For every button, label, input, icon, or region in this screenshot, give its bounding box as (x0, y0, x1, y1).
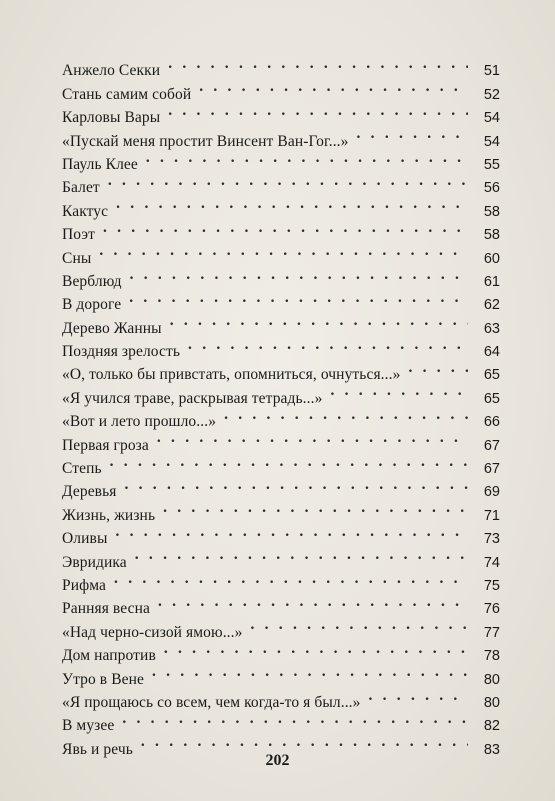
toc-entry-page: 77 (483, 624, 500, 641)
toc-entry-title: «О, только бы привстать, опомниться, очнуться...» (62, 366, 401, 384)
toc-entry (62, 590, 500, 618)
toc-entry (62, 309, 500, 337)
toc-entry-title: «Я прощаюсь со всем, чем когда-то я был...» (62, 693, 361, 711)
toc-entry-title: Утро в Вене (62, 670, 144, 688)
toc-entry-page: 76 (483, 601, 500, 618)
dot-leader (164, 637, 468, 660)
toc-entry-page: 52 (483, 86, 500, 103)
toc-entry-page: 69 (483, 484, 500, 501)
dot-leader (99, 239, 468, 262)
toc-entry-title: Стань самим собой (62, 85, 192, 103)
toc-entry-title: Степь (62, 460, 102, 478)
toc-entry (62, 263, 500, 290)
toc-entry-title: В дороге (62, 296, 122, 314)
toc-entry-page: 65 (483, 390, 500, 407)
toc-entry (62, 52, 500, 80)
toc-entry (62, 239, 500, 267)
dot-leader (103, 216, 468, 239)
toc-entry-title: Дом напротив (62, 647, 156, 665)
toc-entry-title: Явь и речь (62, 740, 133, 758)
toc-entry (62, 543, 500, 571)
dot-leader (110, 450, 468, 473)
toc-entry-title: В музее (62, 717, 115, 735)
toc-entry-title: «Я учился траве, раскрывая тетрадь...» (62, 389, 323, 407)
toc-entry-title: «Вот и лето прошло...» (62, 413, 217, 431)
table-of-contents (62, 52, 500, 758)
toc-entry-title: Кактус (62, 202, 109, 220)
dot-leader (157, 426, 468, 449)
toc-entry-page: 56 (483, 180, 500, 197)
toc-entry-page: 54 (483, 133, 500, 150)
toc-entry-page: 64 (483, 344, 500, 361)
toc-entry (62, 473, 500, 501)
dot-leader (115, 520, 468, 543)
dot-leader (129, 286, 468, 309)
toc-entry-page: 61 (483, 273, 500, 290)
toc-entry (62, 707, 500, 735)
dot-leader (135, 543, 468, 566)
toc-entry (62, 730, 500, 758)
toc-entry (62, 520, 500, 548)
toc-entry (62, 567, 500, 594)
dot-leader (146, 146, 468, 169)
toc-entry-page: 60 (483, 250, 500, 267)
dot-leader (408, 356, 468, 379)
toc-entry-page: 73 (483, 531, 500, 548)
toc-entry (62, 496, 500, 524)
toc-entry-title: Рифма (62, 576, 107, 594)
toc-entry-title: Карловы Вары (62, 109, 161, 127)
dot-leader (125, 473, 469, 496)
toc-entry-page: 54 (483, 110, 500, 127)
toc-entry-title: Пауль Клее (62, 155, 138, 173)
toc-entry-title: Сны (62, 249, 92, 267)
toc-entry-page: 74 (483, 554, 500, 571)
dot-leader (141, 730, 468, 753)
toc-entry (62, 450, 500, 478)
dot-leader (224, 403, 468, 426)
toc-entry-page: 75 (483, 577, 500, 594)
toc-entry-page: 63 (483, 320, 500, 337)
toc-entry-title: Ранняя весна (62, 600, 150, 618)
dot-leader (251, 613, 469, 636)
toc-entry-page: 67 (483, 461, 500, 478)
dot-leader (114, 567, 468, 590)
dot-leader (188, 333, 468, 356)
toc-entry-page: 71 (483, 507, 500, 524)
dot-leader (108, 169, 468, 192)
toc-entry (62, 216, 500, 244)
dot-leader (168, 52, 468, 75)
dot-leader (369, 684, 469, 707)
dot-leader (330, 379, 468, 402)
dot-leader (163, 496, 468, 519)
toc-entry (62, 286, 500, 314)
dot-leader (357, 122, 468, 145)
toc-entry (62, 192, 500, 220)
dot-leader (168, 99, 468, 122)
toc-entry-title: Жизнь, жизнь (62, 506, 156, 524)
toc-entry-page: 58 (483, 227, 500, 244)
toc-entry-title: Анжело Секки (62, 62, 161, 80)
toc-entry (62, 169, 500, 197)
toc-entry-page: 80 (483, 671, 500, 688)
toc-entry-page: 51 (483, 63, 500, 80)
toc-entry-page: 62 (483, 297, 500, 314)
toc-entry-page: 58 (483, 203, 500, 220)
toc-entry-title: Дерево Жанны (62, 319, 162, 337)
toc-entry-page: 82 (483, 718, 500, 735)
toc-entry-title: Деревья (62, 483, 117, 501)
dot-leader (152, 660, 468, 683)
toc-entry-title: Верблюд (62, 272, 122, 290)
toc-entry-title: «Пускай меня простит Винсент Ван-Гог...» (62, 132, 349, 150)
toc-entry-page: 78 (483, 648, 500, 665)
dot-leader (158, 590, 468, 613)
dot-leader (170, 309, 468, 332)
dot-leader (199, 75, 468, 98)
dot-leader (130, 263, 468, 286)
dot-leader (116, 192, 468, 215)
toc-entry-title: Поэт (62, 226, 95, 244)
toc-entry-page: 55 (483, 156, 500, 173)
toc-entry-page: 66 (483, 414, 500, 431)
dot-leader (122, 707, 468, 730)
toc-entry-page: 65 (483, 367, 500, 384)
toc-entry-title: «Над черно-сизой ямою...» (62, 623, 243, 641)
toc-entry-page: 67 (483, 437, 500, 454)
toc-entry-page: 83 (483, 741, 500, 758)
toc-entry-title: Балет (62, 179, 100, 197)
toc-entry-title: Эвридика (62, 553, 127, 571)
page-number: 202 (265, 752, 290, 769)
toc-entry-page: 80 (483, 694, 500, 711)
toc-entry-title: Первая гроза (62, 436, 149, 454)
toc-entry-title: Оливы (62, 530, 108, 548)
toc-entry-title: Поздняя зрелость (62, 343, 181, 361)
